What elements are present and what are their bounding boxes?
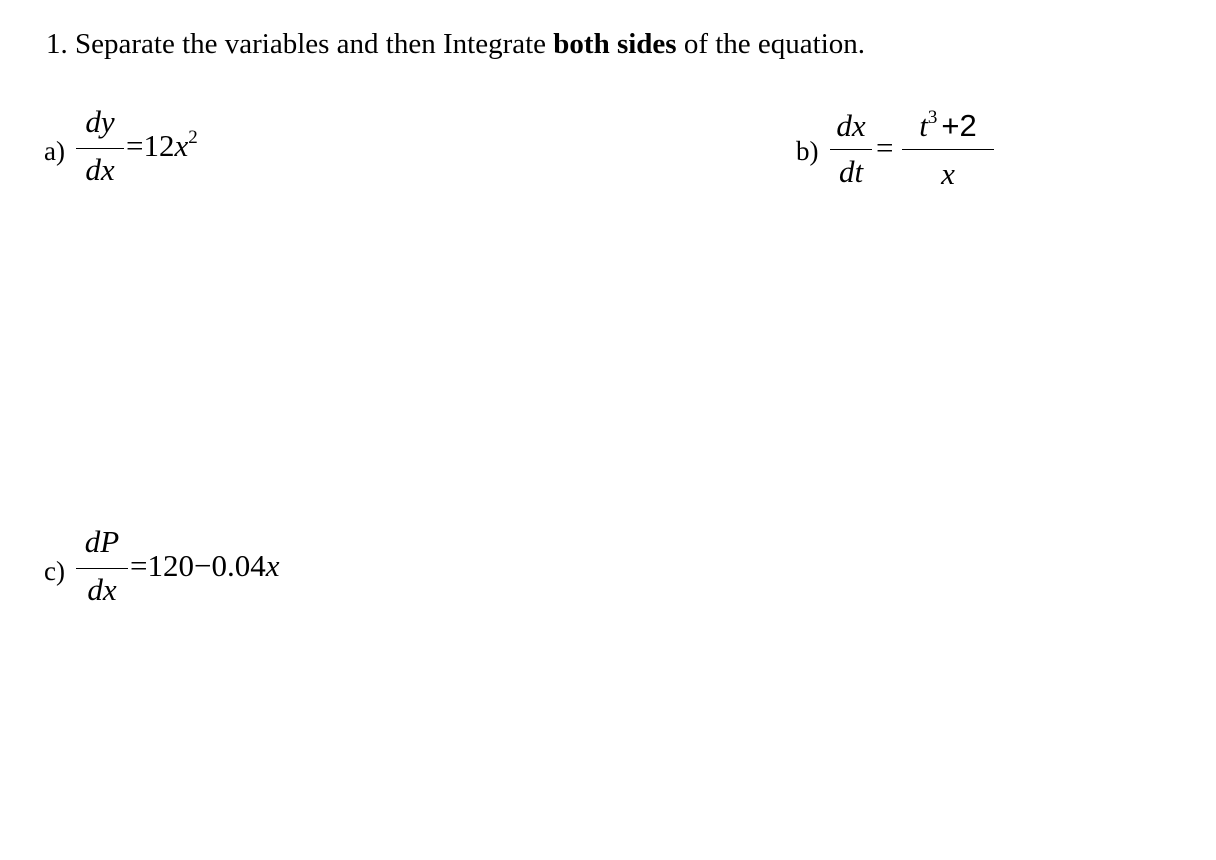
instruction-prefix: 1. Separate the variables and then Integrate bbox=[46, 28, 554, 60]
problem-b-rhs-numerator bbox=[902, 107, 994, 143]
problem-c bbox=[44, 520, 364, 620]
problem-c-denominator: dx bbox=[87, 572, 117, 607]
problem-a-rhs-eq: =12 bbox=[126, 128, 175, 163]
problem-a-rhs-exp: 2 bbox=[188, 127, 198, 148]
problem-a-fraction bbox=[76, 100, 124, 190]
instruction-emphasis: both sides bbox=[553, 28, 677, 60]
problem-b-rhs-num-rest: +2 bbox=[941, 108, 977, 143]
problem-b-numerator: dx bbox=[836, 108, 866, 143]
problem-b-rhs-num-exp: 3 bbox=[927, 107, 938, 128]
problem-a-denominator: dx bbox=[85, 152, 115, 187]
instruction-text bbox=[46, 26, 865, 62]
problem-b-rhs-denominator: x bbox=[941, 156, 955, 191]
problem-c-rhs bbox=[130, 550, 279, 582]
problem-a-fraction-bar bbox=[76, 148, 124, 149]
problem-c-rhs-var: x bbox=[265, 548, 280, 583]
problem-a-label: a) bbox=[44, 136, 65, 166]
problem-b-fraction-bar bbox=[830, 149, 872, 150]
problem-b bbox=[796, 100, 1016, 200]
problem-b-equals: = bbox=[876, 130, 894, 165]
instruction-suffix: of the equation. bbox=[676, 28, 866, 60]
problem-c-fraction-bar bbox=[76, 568, 128, 569]
problem-b-fraction-right bbox=[902, 100, 994, 190]
problem-c-label: c) bbox=[44, 556, 65, 586]
problem-c-numerator: dP bbox=[84, 524, 120, 559]
problem-a bbox=[44, 100, 304, 200]
problem-c-fraction bbox=[76, 520, 128, 610]
problem-a-numerator: dy bbox=[85, 104, 115, 139]
problem-c-rhs-eq: =120−0.04 bbox=[130, 548, 266, 583]
problem-b-fraction-left bbox=[830, 100, 872, 190]
problem-b-rhs-num-var: t bbox=[919, 108, 928, 143]
problem-a-rhs bbox=[126, 127, 198, 163]
problem-b-rhs-fraction-bar bbox=[902, 149, 994, 150]
problem-b-label: b) bbox=[796, 136, 819, 166]
problem-a-rhs-var: x bbox=[174, 128, 189, 163]
problem-b-denominator: dt bbox=[838, 154, 864, 189]
